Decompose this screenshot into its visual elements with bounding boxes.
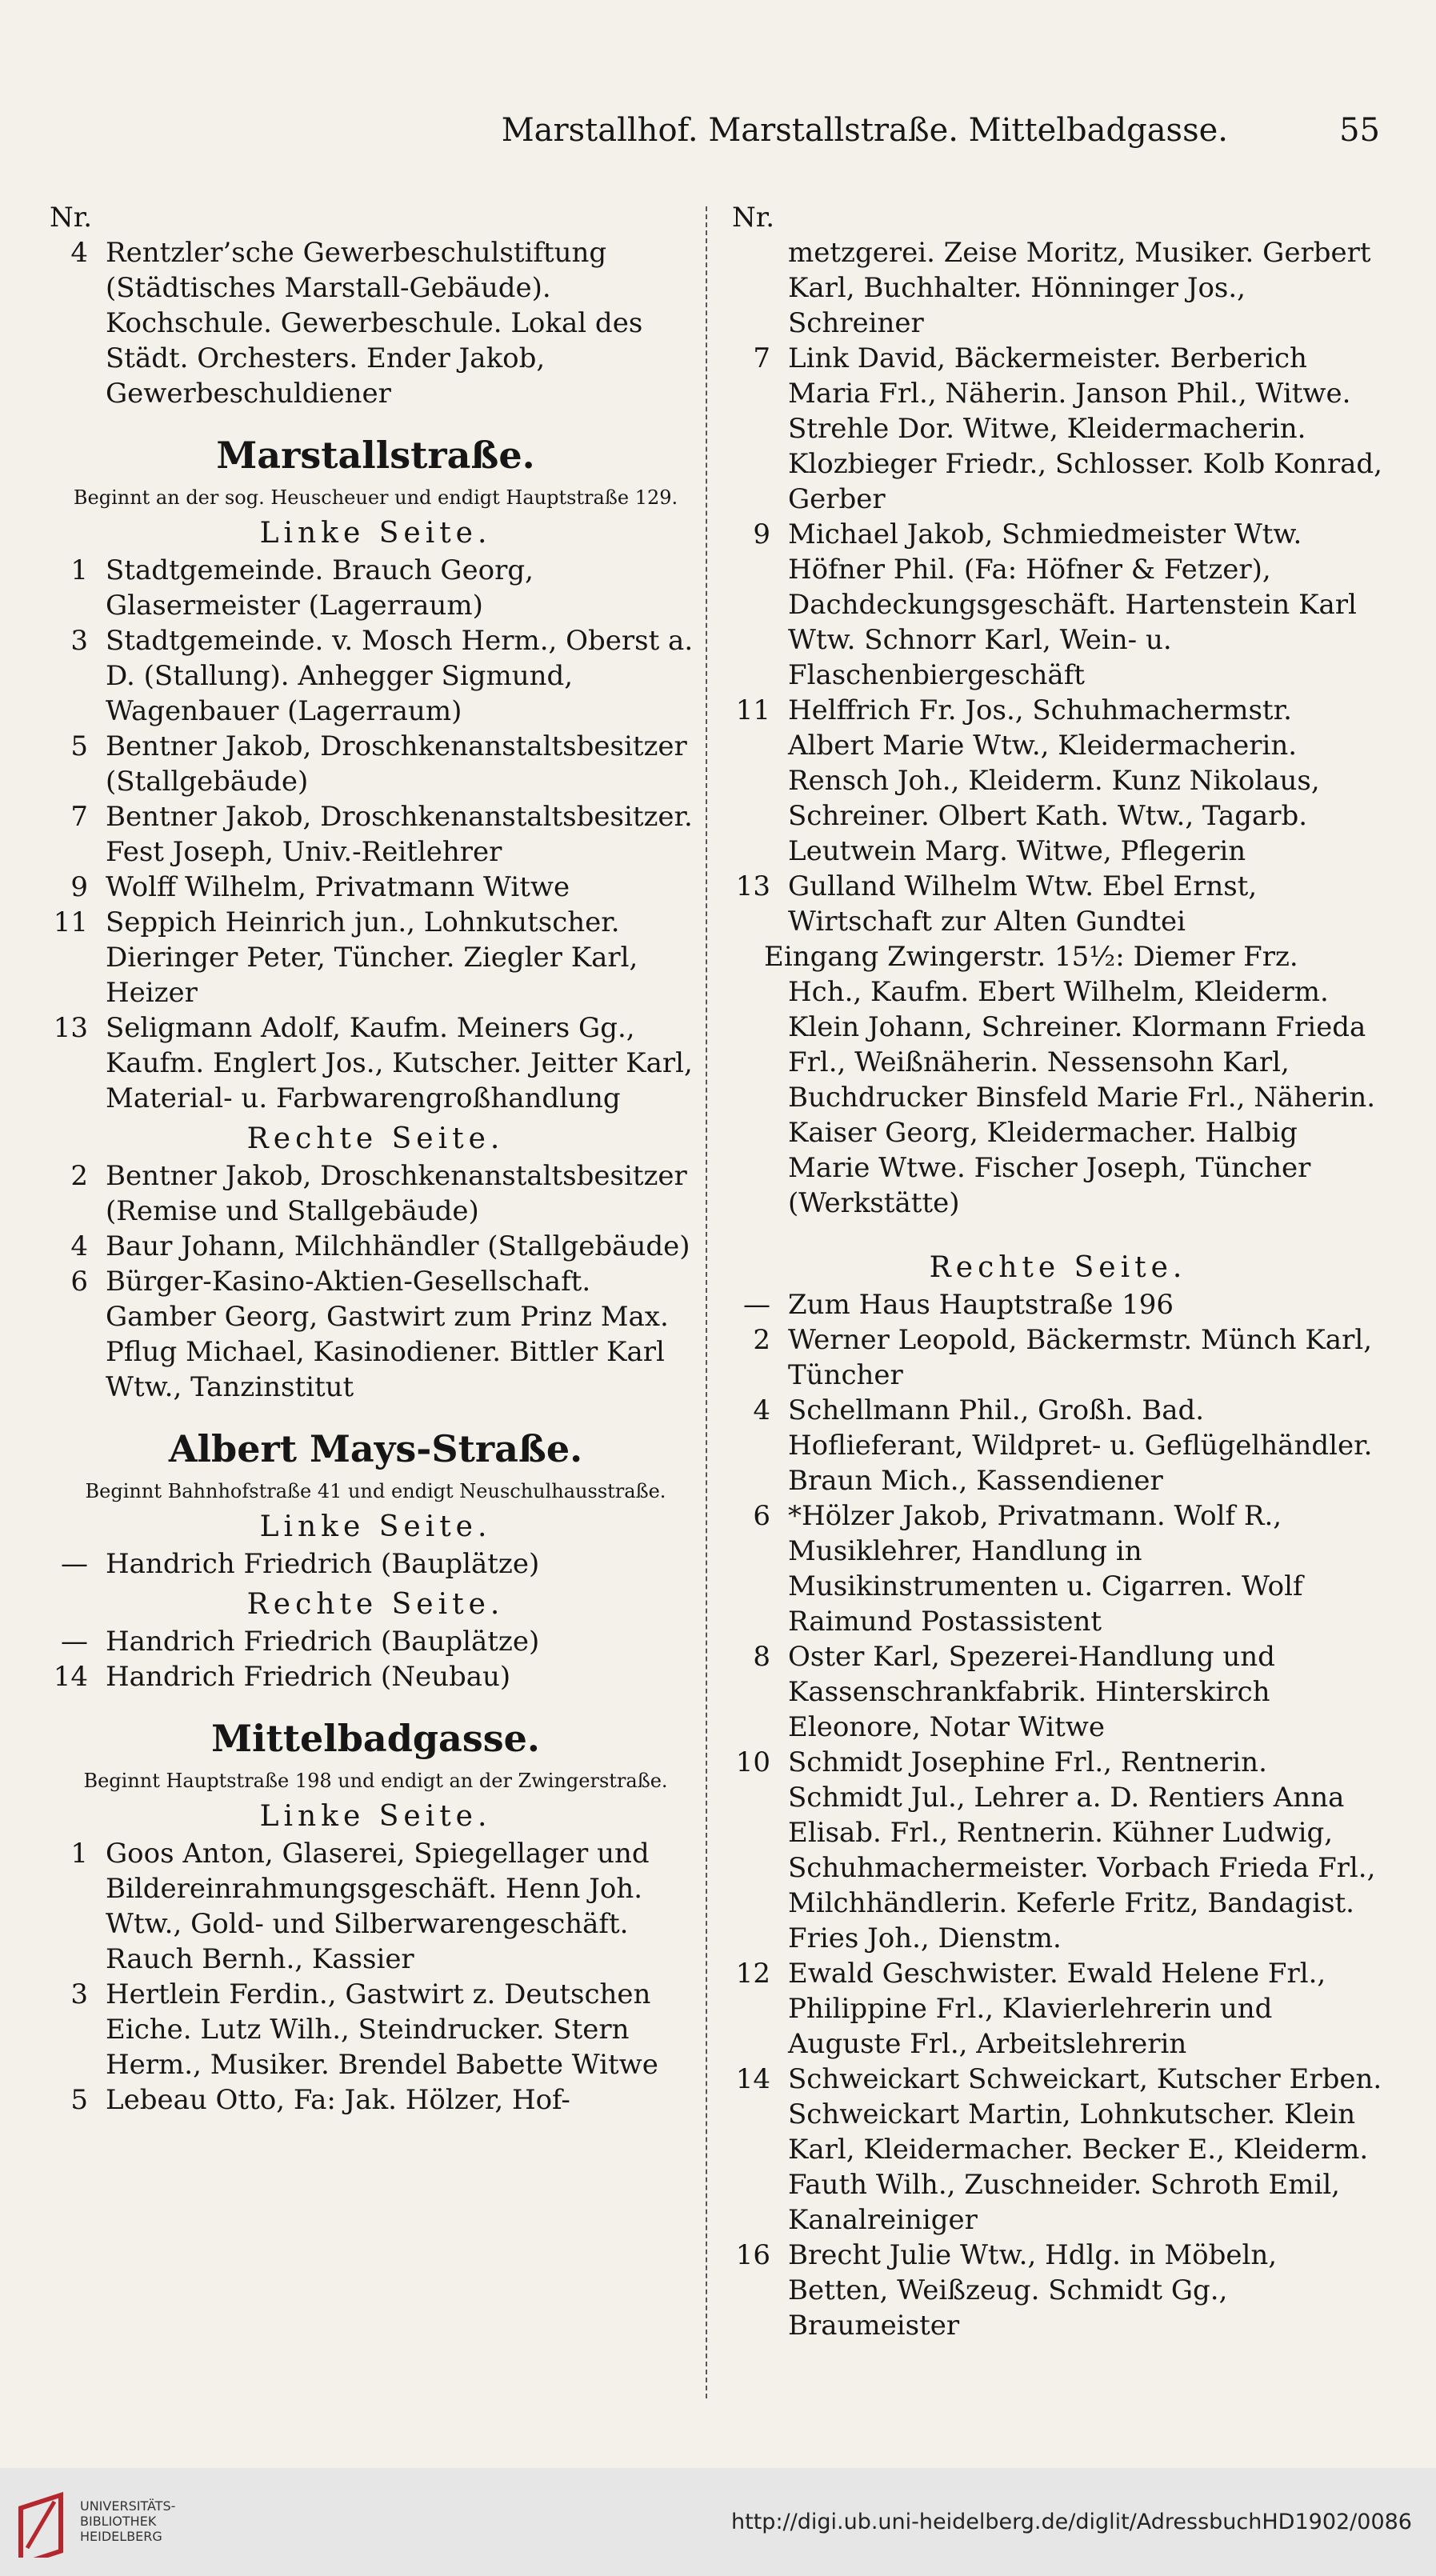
list-item <box>50 623 702 729</box>
list-item <box>732 693 1384 869</box>
entry-text: Bentner Jakob, Droschkenanstaltsbesitzer (Remise und Stallgebäude) <box>106 1160 687 1227</box>
running-title: Marstallhof. Marstallstraße. Mittelbadgasse. <box>501 112 1228 149</box>
house-number: 11 <box>735 694 770 726</box>
list-item <box>50 1264 702 1405</box>
list-item <box>732 1498 1384 1639</box>
house-number: — <box>61 1626 88 1658</box>
house-number: 2 <box>753 1324 770 1356</box>
house-number: 9 <box>753 518 770 550</box>
library-name <box>80 2498 175 2544</box>
entry-text: Bentner Jakob, Droschkenanstaltsbesitzer (Stallgebäude) <box>106 730 687 798</box>
house-number: 7 <box>70 801 88 833</box>
entry-text: Schellmann Phil., Großh. Bad. Hoflieferant, Wildpret- u. Geflügelhändler. Braun Mich., Kassendiener <box>788 1394 1373 1497</box>
house-number: 4 <box>70 1230 88 1262</box>
list-item <box>732 1639 1384 1745</box>
entry-text: Handrich Friedrich (Neubau) <box>106 1661 511 1693</box>
house-number: 2 <box>70 1160 88 1192</box>
list-item <box>732 1322 1384 1393</box>
house-number: 5 <box>70 2084 88 2116</box>
continued-entry: Hch., Kaufm. Ebert Wilhelm, Kleiderm. Klein Johann, Schreiner. Klormann Frieda Frl., Weißnäherin. Nessensohn Karl, Buchdrucker Binsfeld Marie Frl., Näherin. Kaiser Georg, Kleidermacher. Halbig Marie Wtwe. Fischer Joseph, Tüncher (Werkstätte) <box>788 976 1376 1219</box>
entry-text: Helffrich Fr. Jos., Schuhmachermstr. Albert Marie Wtw., Kleidermacherin. Rensch Joh., Kleiderm. Kunz Nikolaus, Schreiner. Olbert Kath. Wtw., Tagarb. Leutwein Marg. Witwe, Pflegerin <box>788 694 1320 867</box>
side-label: Rechte Seite. <box>929 1251 1187 1284</box>
list-item <box>50 2082 702 2118</box>
house-number: 6 <box>70 1266 88 1298</box>
house-number: 3 <box>70 1978 88 2010</box>
house-number: 5 <box>70 730 88 762</box>
entry-text: Handrich Friedrich (Bauplätze) <box>106 1626 540 1658</box>
spacer <box>732 1221 1384 1245</box>
house-number: 1 <box>70 554 88 586</box>
list-item <box>732 1956 1384 2062</box>
entry-text: Schmidt Josephine Frl., Rentnerin. Schmidt Jul., Lehrer a. D. Rentiers Anna Elisab. Frl., Rentnerin. Kühner Ludwig, Schuhmachermeister. Vorbach Frieda Frl., Milchhändlerin. Keferle Fritz, Bandagist. Fries Joh., Dienstm. <box>788 1746 1376 1954</box>
house-number: 11 <box>53 906 88 938</box>
list-item <box>732 341 1384 517</box>
library-logo-icon <box>16 2486 67 2561</box>
entry-text: Michael Jakob, Schmiedmeister Wtw. Höfner Phil. (Fa: Höfner & Fetzer), Dachdeckungsgeschäft. Hartenstein Karl Wtw. Schnorr Karl, Wein- u. Flaschenbiergeschäft <box>788 518 1357 691</box>
list-item <box>732 1287 1384 1322</box>
entry-text: Brecht Julie Wtw., Hdlg. in Möbeln, Betten, Weißzeug. Schmidt Gg., Braumeister <box>788 2239 1278 2342</box>
street-description: Beginnt Bahnhofstraße 41 und endigt Neuschulhausstraße. <box>85 1480 666 1502</box>
list-item <box>732 2062 1384 2238</box>
entry-text: Bürger-Kasino-Aktien-Gesellschaft. Gamber Georg, Gastwirt zum Prinz Max. Pflug Michael, Kasinodiener. Bittler Karl Wtw., Tanzinstitut <box>106 1266 669 1403</box>
list-item <box>732 1393 1384 1498</box>
list-item <box>50 905 702 1010</box>
continued-entry: metzgerei. Zeise Moritz, Musiker. Gerbert Karl, Buchhalter. Hönninger Jos., Schreiner <box>788 237 1371 339</box>
number-label: Nr. <box>732 202 775 234</box>
entry-text: Oster Karl, Spezerei-Handlung und Kassenschrankfabrik. Hinterskirch Eleonore, Notar Witwe <box>788 1641 1275 1743</box>
street-description: Beginnt Hauptstraße 198 und endigt an der Zwingerstraße. <box>83 1770 668 1792</box>
list-item <box>50 1158 702 1229</box>
house-number: 13 <box>53 1012 88 1044</box>
house-number: 14 <box>735 2063 770 2095</box>
column-divider <box>706 206 707 2398</box>
list-item <box>50 1836 702 1977</box>
side-label: Rechte Seite. <box>246 1122 505 1155</box>
street-heading: Albert Mays-Straße. <box>168 1427 583 1470</box>
entry-text: Rentzler’sche Gewerbeschulstiftung (Städtisches Marstall-Gebäude). Kochschule. Gewerbeschule. Lokal des Städt. Orchesters. Ender Jakob, Gewerbeschuldiener <box>106 237 643 410</box>
entry-text: Wolff Wilhelm, Privatmann Witwe <box>106 871 570 903</box>
right-column <box>732 200 1384 2343</box>
house-number: 4 <box>70 237 88 269</box>
page-number: 55 <box>1339 112 1380 149</box>
entry-text: Seppich Heinrich jun., Lohnkutscher. Dieringer Peter, Tüncher. Ziegler Karl, Heizer <box>106 906 638 1009</box>
list-item <box>50 1659 702 1694</box>
library-name-line: UNIVERSITÄTS- <box>80 2498 176 2514</box>
entrance-line: Eingang Zwingerstr. 15½: Diemer Frz. <box>764 941 1298 973</box>
entry-text: Lebeau Otto, Fa: Jak. Hölzer, Hof- <box>106 2084 570 2116</box>
street-heading: Marstallstraße. <box>216 434 535 477</box>
library-name-line: BIBLIOTHEK <box>80 2514 157 2529</box>
footer-bar <box>0 2468 1436 2576</box>
house-number: 12 <box>735 1958 770 1990</box>
house-number: 13 <box>735 870 770 902</box>
library-name-line: HEIDELBERG <box>80 2529 162 2544</box>
list-item <box>50 1546 702 1582</box>
house-number: 3 <box>70 625 88 657</box>
list-item <box>50 235 702 411</box>
list-item <box>732 2238 1384 2343</box>
house-number: 9 <box>70 871 88 903</box>
street-heading: Mittelbadgasse. <box>211 1717 540 1760</box>
entry-text: Hertlein Ferdin., Gastwirt z. Deutschen Eiche. Lutz Wilh., Steindrucker. Stern Herm., Musiker. Brendel Babette Witwe <box>106 1978 658 2081</box>
entry-text: Ewald Geschwister. Ewald Helene Frl., Philippine Frl., Klavierlehrerin und Auguste Frl., Arbeitslehrerin <box>788 1958 1326 2060</box>
house-number: 16 <box>735 2239 770 2271</box>
house-number: 7 <box>753 342 770 374</box>
number-label: Nr. <box>50 202 93 234</box>
house-number: — <box>743 1289 770 1321</box>
house-number: 10 <box>735 1746 770 1778</box>
list-item <box>50 1010 702 1116</box>
house-number: 6 <box>753 1500 770 1532</box>
house-number: — <box>61 1548 88 1580</box>
list-item <box>50 1977 702 2082</box>
house-number: 14 <box>53 1661 88 1693</box>
entry-text: Goos Anton, Glaserei, Spiegellager und Bildereinrahmungsgeschäft. Henn Joh. Wtw., Gold- und Silberwarengeschäft. Rauch Bernh., Kassier <box>106 1838 650 1975</box>
list-item <box>732 1745 1384 1956</box>
house-number: 8 <box>753 1641 770 1673</box>
house-number: 1 <box>70 1838 88 1870</box>
entry-text: Schweickart Schweickart, Kutscher Erben. Schweickart Martin, Lohnkutscher. Klein Karl, Kleidermacher. Becker E., Kleiderm. Fauth Wilh., Zuschneider. Schroth Emil, Kanalreiniger <box>788 2063 1382 2236</box>
entry-text: Zum Haus Hauptstraße 196 <box>788 1289 1174 1321</box>
list-item <box>50 729 702 799</box>
entry-text: Link David, Bäckermeister. Berberich Maria Frl., Näherin. Janson Phil., Witwe. Strehle Dor. Witwe, Kleidermacherin. Klozbieger Friedr., Schlosser. Kolb Konrad, Gerber <box>788 342 1382 515</box>
list-item <box>50 1624 702 1659</box>
page-header <box>48 112 1380 160</box>
side-label: Linke Seite. <box>259 1800 492 1833</box>
entry-text: Bentner Jakob, Droschkenanstaltsbesitzer. Fest Joseph, Univ.-Reitlehrer <box>106 801 693 868</box>
side-label: Linke Seite. <box>259 1510 492 1543</box>
list-item <box>50 870 702 905</box>
list-item <box>732 517 1384 693</box>
side-label: Rechte Seite. <box>246 1588 505 1621</box>
list-item <box>732 869 1384 939</box>
entry-text: Stadtgemeinde. v. Mosch Herm., Oberst a. D. (Stallung). Anhegger Sigmund, Wagenbauer (Lagerraum) <box>106 625 694 727</box>
entry-text: Handrich Friedrich (Bauplätze) <box>106 1548 540 1580</box>
street-description: Beginnt an der sog. Heuscheuer und endigt Hauptstraße 129. <box>73 486 678 509</box>
entry-text: Gulland Wilhelm Wtw. Ebel Ernst, Wirtschaft zur Alten Gundtei <box>788 870 1258 938</box>
list-item <box>50 799 702 870</box>
list-item <box>50 553 702 623</box>
entry-text: Seligmann Adolf, Kaufm. Meiners Gg., Kaufm. Englert Jos., Kutscher. Jeitter Karl, Material- u. Farbwarengroßhandlung <box>106 1012 693 1114</box>
entry-text: Baur Johann, Milchhändler (Stallgebäude) <box>106 1230 690 1262</box>
source-url-link[interactable]: http://digi.ub.uni-heidelberg.de/diglit/AdressbuchHD1902/0086 <box>731 2510 1412 2534</box>
left-column <box>50 200 702 2118</box>
list-item <box>50 1229 702 1264</box>
side-label: Linke Seite. <box>259 517 492 550</box>
entry-text: Stadtgemeinde. Brauch Georg, Glasermeister (Lagerraum) <box>106 554 534 622</box>
house-number: 4 <box>753 1394 770 1426</box>
entry-text: Werner Leopold, Bäckermstr. Münch Karl, Tüncher <box>788 1324 1373 1391</box>
entry-text: *Hölzer Jakob, Privatmann. Wolf R., Musiklehrer, Handlung in Musikinstrumenten u. Cigarren. Wolf Raimund Postassistent <box>788 1500 1303 1638</box>
